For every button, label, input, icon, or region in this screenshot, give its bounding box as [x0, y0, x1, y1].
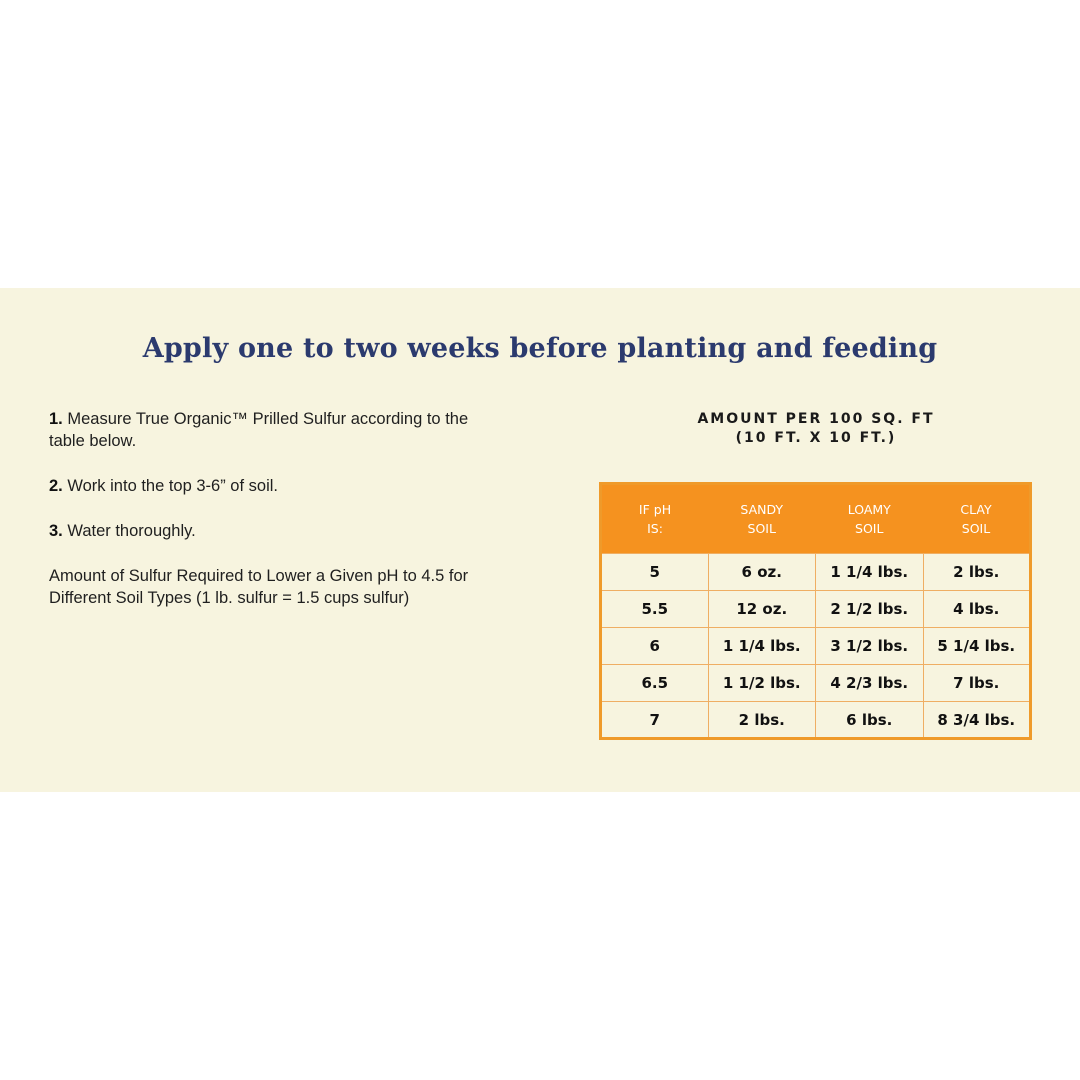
table-cell: 5.5 — [601, 591, 709, 628]
step-number: 1. — [49, 410, 63, 428]
table-caption-line1: AMOUNT PER 100 SQ. FT — [697, 411, 935, 427]
header-ph-line2: IS: — [647, 521, 663, 536]
table-cell: 5 1/4 lbs. — [923, 628, 1031, 665]
content-band — [0, 288, 1080, 792]
table-cell: 7 lbs. — [923, 665, 1031, 702]
step-text: Measure True Organic™ Prilled Sulfur according to the table below. — [49, 410, 469, 450]
table-cell: 8 3/4 lbs. — [923, 702, 1031, 739]
header-ph — [601, 484, 709, 554]
header-loamy — [816, 484, 924, 554]
header-ph-line1: IF pH — [638, 502, 672, 517]
step-2 — [49, 475, 489, 497]
header-clay — [923, 484, 1031, 554]
step-text: Water thoroughly. — [67, 522, 196, 540]
table-row — [601, 554, 1031, 591]
header-loamy-line2: SOIL — [855, 521, 884, 536]
header-sandy-line2: SOIL — [747, 521, 776, 536]
sulfur-note: Amount of Sulfur Required to Lower a Given pH to 4.5 for Different Soil Types (1 lb. sulfur = 1.5 cups sulfur) — [49, 567, 469, 607]
table-header-row — [601, 484, 1031, 554]
sulfur-table — [599, 482, 1032, 740]
table-row — [601, 702, 1031, 739]
table-cell: 4 lbs. — [923, 591, 1031, 628]
table-cell: 3 1/2 lbs. — [816, 628, 924, 665]
table-cell: 4 2/3 lbs. — [816, 665, 924, 702]
table-row — [601, 591, 1031, 628]
table-caption — [600, 410, 1032, 448]
step-1 — [49, 408, 489, 452]
table-cell: 6 oz. — [708, 554, 816, 591]
header-sandy-line1: SANDY — [740, 502, 784, 517]
table-cell: 7 — [601, 702, 709, 739]
table-caption-line2: (10 FT. X 10 FT.) — [735, 430, 897, 446]
table-row — [601, 665, 1031, 702]
step-text: Work into the top 3-6” of soil. — [67, 477, 278, 495]
table-cell: 1 1/4 lbs. — [708, 628, 816, 665]
table-cell: 2 lbs. — [708, 702, 816, 739]
step-number: 2. — [49, 477, 63, 495]
table-cell: 6 lbs. — [816, 702, 924, 739]
page-title: Apply one to two weeks before planting and feeding — [142, 333, 938, 364]
table-cell: 12 oz. — [708, 591, 816, 628]
table-cell: 5 — [601, 554, 709, 591]
header-sandy — [708, 484, 816, 554]
table-row — [601, 628, 1031, 665]
header-loamy-line1: LOAMY — [847, 502, 891, 517]
table-cell: 6 — [601, 628, 709, 665]
table-cell: 6.5 — [601, 665, 709, 702]
step-3 — [49, 520, 489, 542]
table-cell: 1 1/2 lbs. — [708, 665, 816, 702]
table-cell: 2 1/2 lbs. — [816, 591, 924, 628]
step-number: 3. — [49, 522, 63, 540]
instructions — [49, 408, 489, 632]
table-cell: 2 lbs. — [923, 554, 1031, 591]
header-clay-line1: CLAY — [960, 502, 992, 517]
table-cell: 1 1/4 lbs. — [816, 554, 924, 591]
header-clay-line2: SOIL — [961, 521, 991, 536]
